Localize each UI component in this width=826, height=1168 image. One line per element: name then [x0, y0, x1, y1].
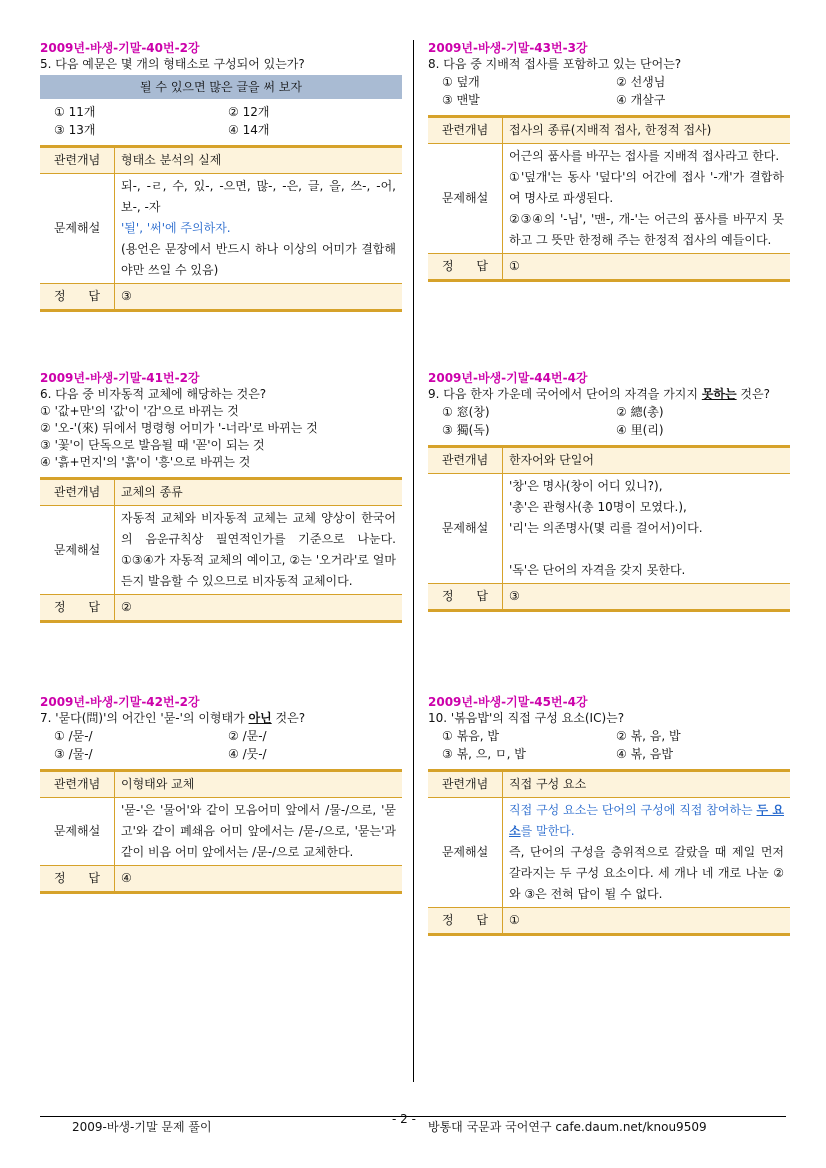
option-2: ② 總(총) [616, 405, 664, 419]
info-table [40, 477, 402, 623]
option-2: ② 12개 [228, 105, 270, 119]
question-9 [428, 370, 790, 612]
concept-value: 이형태와 교체 [115, 771, 403, 798]
answer-label: 정 답 [40, 284, 115, 311]
explain-label: 문제해설 [40, 506, 115, 595]
question-6 [40, 370, 402, 623]
question-text [428, 386, 790, 403]
explain-line: '창'은 명사(창이 어디 있니?), [509, 479, 663, 493]
example-sentence: 될 수 있으면 많은 글을 써 보자 [40, 75, 402, 99]
answer-value: ③ [115, 284, 403, 311]
footer-source: 방통대 국문과 국어연구 cafe.daum.net/knou9509 [428, 1120, 707, 1134]
explain-highlight: '될', '써'에 주의하자. [121, 221, 231, 235]
option-4: ④ /뭇-/ [228, 747, 267, 761]
options [40, 403, 402, 471]
options [428, 73, 790, 109]
options [40, 727, 402, 763]
answer-value: ① [503, 908, 791, 935]
explain-body [503, 144, 791, 254]
question-text-pre: 7. '묻다(問)'의 어간인 '묻-'의 이형태가 [40, 711, 249, 725]
explain-body: 자동적 교체와 비자동적 교체는 교체 양상이 한국어의 음운규칙상 필연적인가를 기준으로 나눈다. ①③④가 자동적 교체의 예이고, ②는 '오거라'로 얼마든지 발음할 수 있으므로 비자동적 교체이다. [121, 511, 396, 588]
question-text [40, 710, 402, 727]
answer-value: ③ [503, 584, 791, 611]
explain-label: 문제해설 [40, 174, 115, 284]
concept-label: 관련개념 [428, 771, 503, 798]
info-table [428, 445, 790, 612]
question-10 [428, 694, 790, 936]
option-4: ④ 개살구 [616, 93, 666, 107]
question-text: 10. '볶음밥'의 직접 구성 요소(IC)는? [428, 711, 625, 725]
question-7 [40, 694, 402, 894]
option-1: ① 볶음, 밥 [442, 729, 499, 743]
explain-line: 되-, -ㄹ, 수, 있-, -으면, 많-, -은, 글, 을, 쓰-, -어, 보-, -자 [121, 179, 396, 214]
answer-label: 정 답 [40, 595, 115, 622]
question-tag: 2009년-바생-기말-44번-4강 [428, 371, 588, 385]
explain-highlight [509, 800, 784, 842]
question-tag: 2009년-바생-기말-43번-3강 [428, 41, 588, 55]
option-3: ③ 볶, 으, ㅁ, 밥 [442, 747, 526, 761]
question-text-emphasis: 아닌 [248, 711, 272, 725]
options [428, 727, 790, 763]
option-1: ① 11개 [54, 105, 96, 119]
answer-label: 정 답 [428, 584, 503, 611]
column-divider [413, 40, 414, 1082]
options [428, 403, 790, 439]
explain-line: ②③④의 '-님', '맨-, 개-'는 어근의 품사를 바꾸지 못하고 그 뜻만 한정해 주는 한정적 접사의 예들이다. [509, 212, 784, 247]
option-3: ③ '꽃'이 단독으로 발음될 때 '꼳'이 되는 것 [40, 438, 265, 452]
explain-label: 문제해설 [428, 144, 503, 254]
info-table [428, 115, 790, 282]
explain-note: (용언은 문장에서 반드시 하나 이상의 어미가 결합해야만 쓰일 수 있음) [121, 242, 396, 277]
question-text: 8. 다음 중 지배적 접사를 포함하고 있는 단어는? [428, 57, 682, 71]
concept-label: 관련개념 [40, 479, 115, 506]
answer-label: 정 답 [40, 866, 115, 893]
explain-body [503, 798, 791, 908]
option-2: ② 선생님 [616, 75, 666, 89]
explain-label: 문제해설 [40, 798, 115, 866]
option-4: ④ 14개 [228, 123, 270, 137]
concept-value: 교체의 종류 [115, 479, 403, 506]
question-tag: 2009년-바생-기말-45번-4강 [428, 695, 588, 709]
option-3: ③ /물-/ [54, 747, 93, 761]
option-4: ④ '흙+먼지'의 '흙'이 '흥'으로 바뀌는 것 [40, 455, 251, 469]
question-5 [40, 40, 402, 312]
explain-line: ①'덮개'는 동사 '덮다'의 어간에 접사 '-개'가 결합하여 명사로 파생된다. [509, 170, 784, 205]
explain-label: 문제해설 [428, 474, 503, 584]
answer-value: ② [115, 595, 403, 622]
option-1: ① 窓(창) [442, 405, 490, 419]
question-tag: 2009년-바생-기말-41번-2강 [40, 371, 200, 385]
option-1: ① 덮개 [442, 75, 480, 89]
concept-value: 한자어와 단일어 [503, 447, 791, 474]
option-2: ② '오-'(來) 뒤에서 명령형 어미가 '-너라'로 바뀌는 것 [40, 421, 318, 435]
option-1: ① /묻-/ [54, 729, 93, 743]
concept-value: 형태소 분석의 실제 [115, 147, 403, 174]
option-2: ② /문-/ [228, 729, 267, 743]
question-text-post: 것은? [271, 711, 306, 725]
explain-line: '독'은 단어의 자격을 갖지 못한다. [509, 563, 686, 577]
question-text: 5. 다음 예문은 몇 개의 형태소로 구성되어 있는가? [40, 57, 305, 71]
option-3: ③ 맨발 [442, 93, 480, 107]
info-table [428, 769, 790, 936]
page-number: - 2 - [392, 1112, 416, 1126]
explain-blue-post: 를 말한다. [520, 824, 575, 838]
concept-label: 관련개념 [428, 447, 503, 474]
concept-value: 접사의 종류(지배적 접사, 한정적 접사) [503, 117, 791, 144]
option-2: ② 볶, 음, 밥 [616, 729, 681, 743]
concept-label: 관련개념 [40, 147, 115, 174]
explain-label: 문제해설 [428, 798, 503, 908]
explain-line: 즉, 단어의 구성을 층위적으로 갈랐을 때 제일 먼저 갈라지는 두 구성 요소이다. 세 개나 네 개로 나눈 ②와 ③은 전혀 답이 될 수 없다. [509, 845, 784, 901]
question-8 [428, 40, 790, 282]
question-text-emphasis: 못하는 [701, 387, 737, 401]
answer-value: ④ [115, 866, 403, 893]
explain-blue-emphasis: 두 요소 [509, 803, 784, 838]
explain-body: '묻-'은 '물어'와 같이 모음어미 앞에서 /물-/으로, '묻고'와 같이 폐쇄음 어미 앞에서는 /묻-/으로, '묻는'과 같이 비음 어미 앞에서는 /문-/으로 교체한다. [121, 803, 396, 859]
question-text-pre: 9. 다음 한자 가운데 국어에서 단어의 자격을 가지지 [428, 387, 702, 401]
info-table [40, 769, 402, 894]
footer-title: 2009-바생-기말 문제 풀이 [72, 1120, 212, 1134]
explain-line: 어근의 품사를 바꾸는 접사를 지배적 접사라고 한다. [509, 149, 780, 163]
question-text: 6. 다음 중 비자동적 교체에 해당하는 것은? [40, 387, 267, 401]
explain-line [509, 539, 784, 560]
answer-label: 정 답 [428, 908, 503, 935]
explain-body [503, 474, 791, 584]
explain-line: '총'은 관형사(총 10명이 모였다.), [509, 500, 687, 514]
option-4: ④ 볶, 음밥 [616, 747, 673, 761]
explain-line: '리'는 의존명사(몇 리를 걸어서)이다. [509, 521, 703, 535]
option-3: ③ 13개 [54, 123, 96, 137]
answer-value: ① [503, 254, 791, 281]
options [40, 103, 402, 139]
explain-blue-pre: 직접 구성 요소는 단어의 구성에 직접 참여하는 [509, 803, 757, 817]
info-table [40, 145, 402, 312]
question-tag: 2009년-바생-기말-40번-2강 [40, 41, 200, 55]
question-text-post: 것은? [736, 387, 770, 401]
answer-label: 정 답 [428, 254, 503, 281]
question-tag: 2009년-바생-기말-42번-2강 [40, 695, 200, 709]
concept-label: 관련개념 [40, 771, 115, 798]
concept-value: 직접 구성 요소 [503, 771, 791, 798]
option-3: ③ 獨(독) [442, 423, 490, 437]
option-4: ④ 里(리) [616, 423, 664, 437]
explain-body [115, 174, 403, 284]
concept-label: 관련개념 [428, 117, 503, 144]
option-1: ① '값+만'의 '값'이 '감'으로 바뀌는 것 [40, 404, 239, 418]
